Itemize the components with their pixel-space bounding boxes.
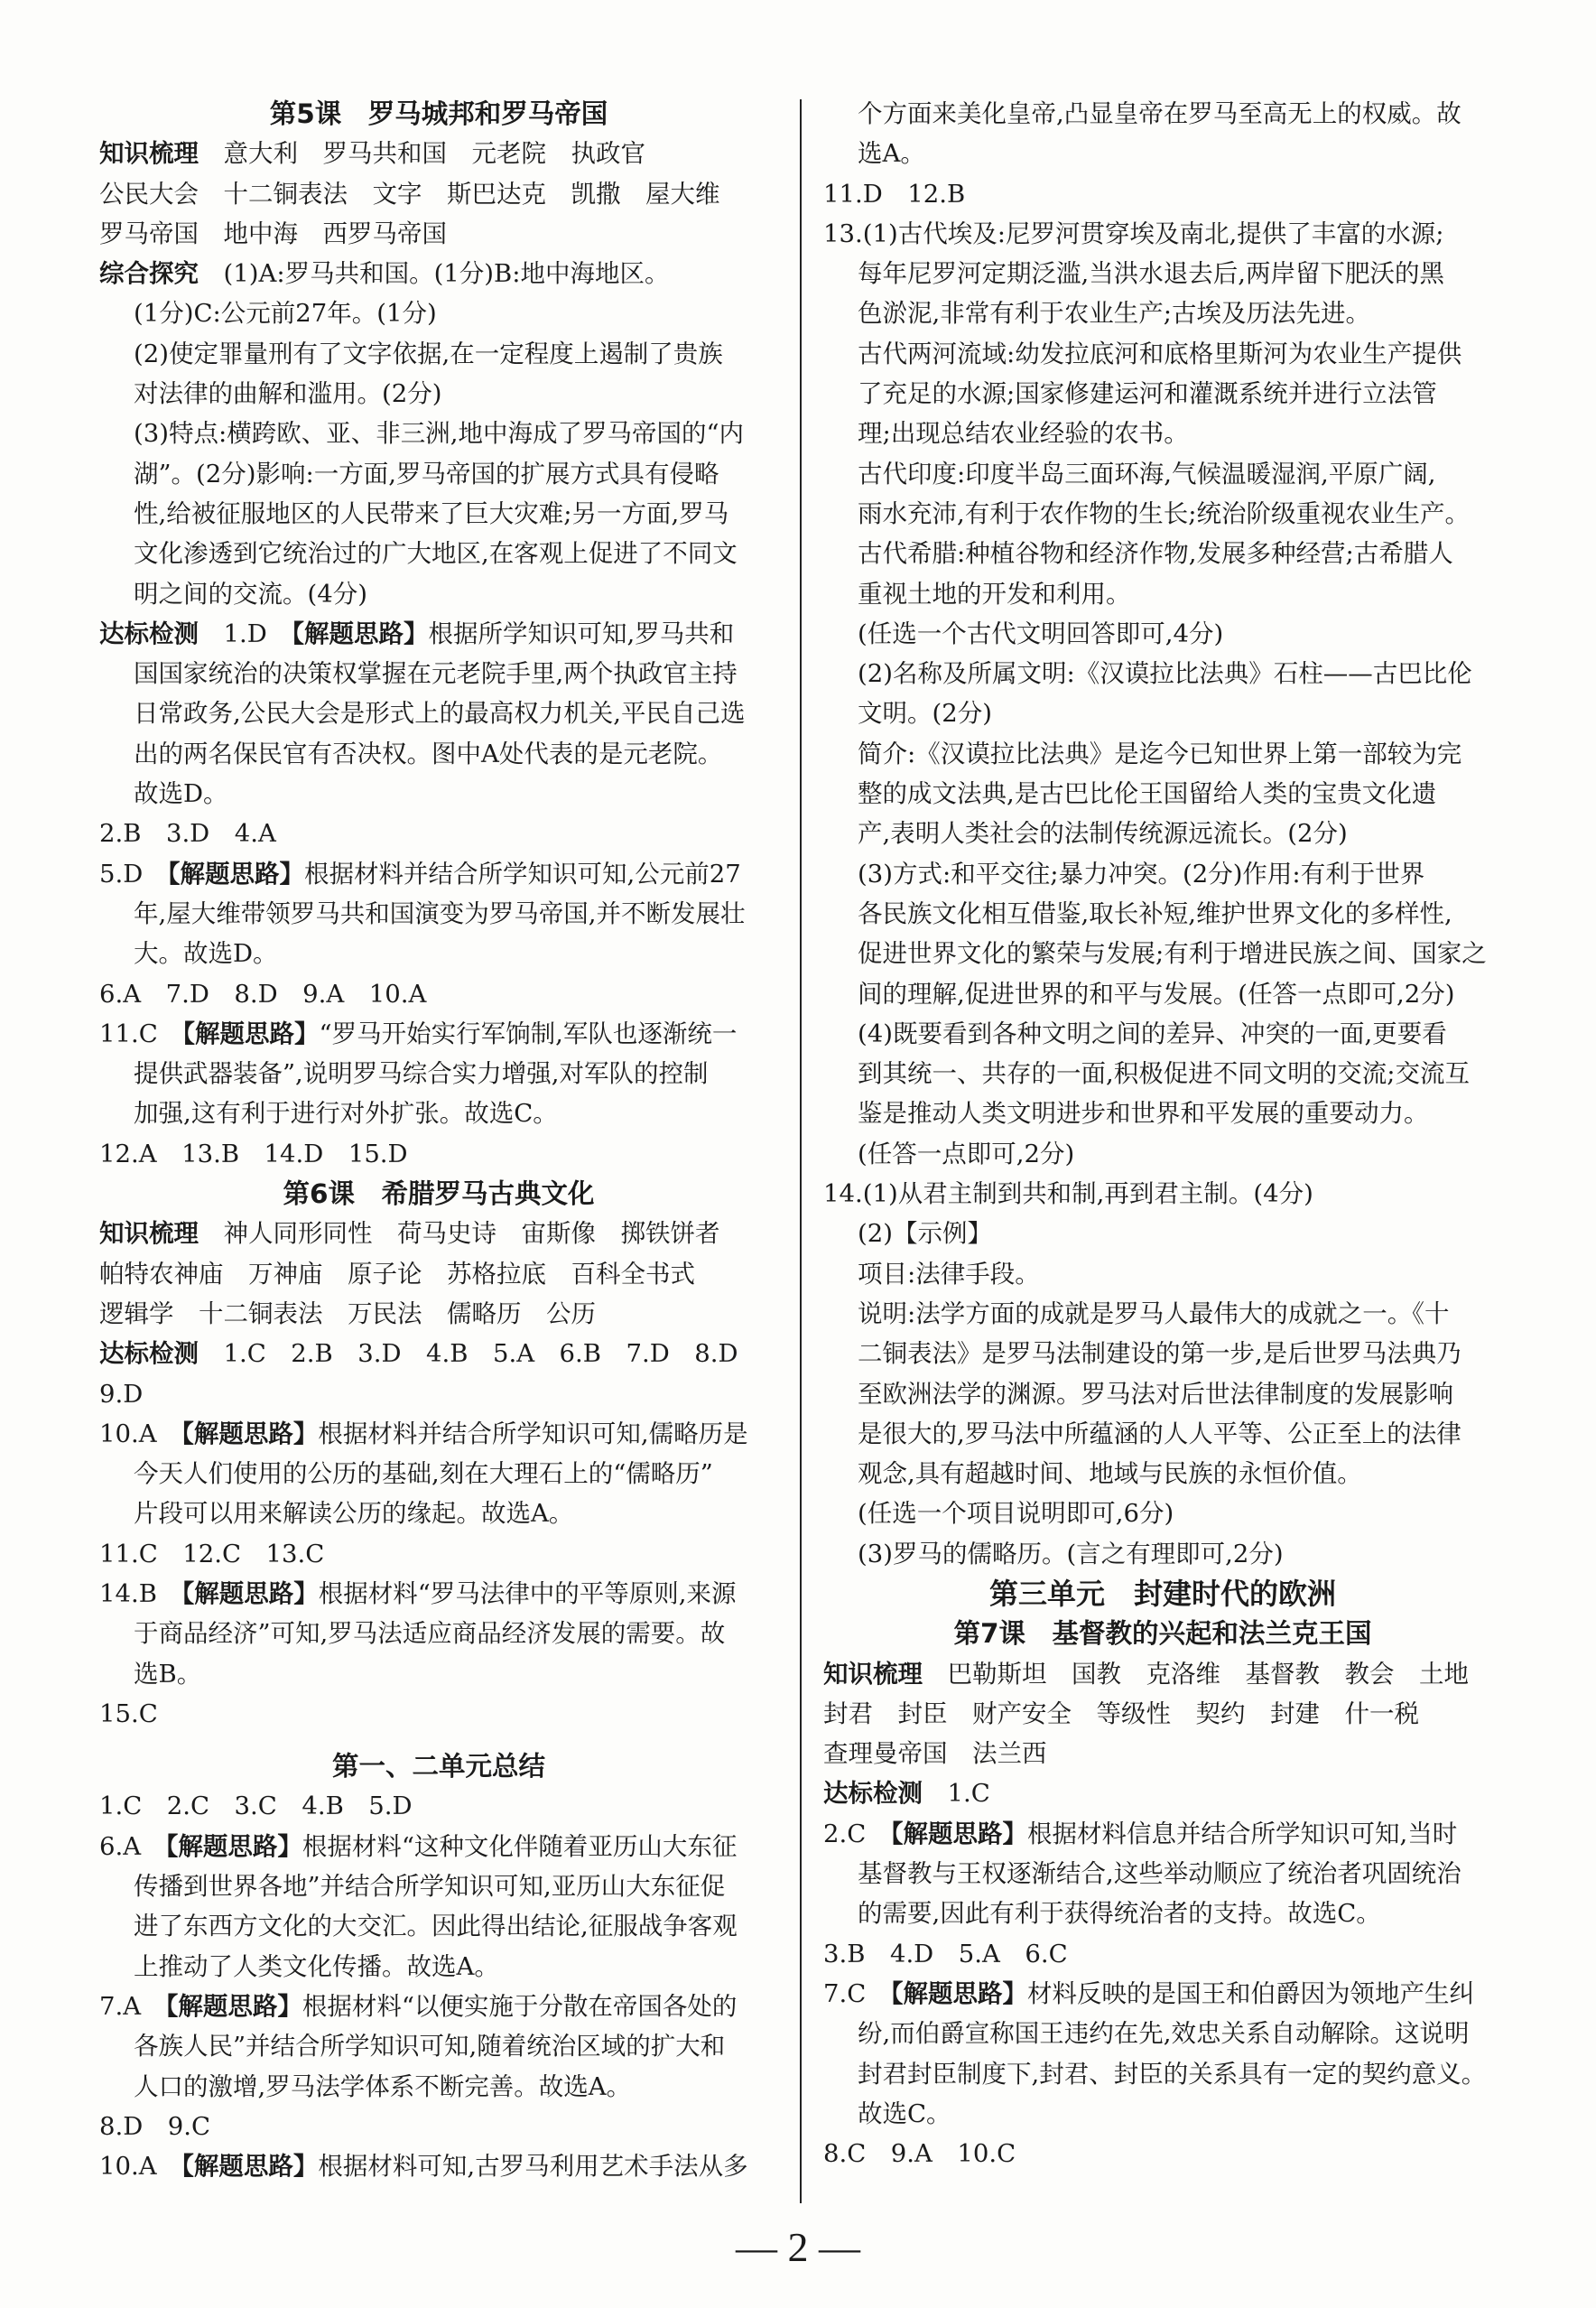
solution-tip-label: 【解题思路】	[292, 619, 429, 648]
text-line	[823, 414, 1502, 453]
text-line	[99, 1694, 778, 1734]
text-line	[99, 894, 778, 934]
text-line	[823, 1974, 1502, 2014]
text-line	[823, 1374, 1502, 1414]
text-line	[99, 2067, 778, 2107]
text-line	[99, 1947, 778, 1987]
line-text: 间的理解,促进世界的和平与发展。(任答一点即可,2分)	[858, 979, 1455, 1009]
line-text: 封君封臣制度下,封君、封臣的关系具有一定的契约意义。	[858, 2059, 1487, 2089]
line-text: 了充足的水源;国家修建运河和灌溉系统并进行立法管	[858, 379, 1437, 409]
line-text: 7.C	[823, 1978, 891, 2008]
text-line	[823, 2014, 1502, 2053]
line-text: 于商品经济”可知,罗马法适应商品经济发展的需要。故	[134, 1619, 726, 1649]
line-text: 基督教与王权逐渐结合,这些举动顺应了统治者巩固统治	[858, 1859, 1461, 1889]
text-line	[823, 454, 1502, 494]
line-text: 传播到世界各地”并结合所学知识可知,亚历山大东征促	[134, 1872, 726, 1902]
line-text: 的需要,因此有利于获得统治者的支持。故选C。	[858, 1899, 1381, 1929]
spacer	[99, 1734, 778, 1746]
lesson-heading: 第5课 罗马城邦和罗马帝国	[269, 98, 608, 129]
line-text: 雨水充沛,有利于农作物的生长;统治阶级重视农业生产。	[858, 498, 1471, 528]
line-text: 古代两河流域:幼发拉底河和底格里斯河为农业生产提供	[858, 339, 1462, 368]
line-text: 人口的激增,罗马法学体系不断完善。故选A。	[134, 2071, 632, 2101]
text-line	[99, 1334, 778, 1373]
text-line	[99, 1906, 778, 1946]
text-line	[823, 374, 1502, 414]
solution-text: 根据材料“这种文化伴随着亚历山大东征	[302, 1831, 738, 1861]
solution-text: 根据材料“以便实施于分散在帝国各处的	[302, 1991, 738, 2021]
line-text: (3)方式:和平交往;暴力冲突。(2分)作用:有利于世界	[858, 859, 1425, 889]
section-label: 知识梳理	[99, 1219, 199, 1249]
line-text: 湖”。(2分)影响:一方面,罗马帝国的扩展方式具有侵略	[134, 459, 719, 489]
line-text: 文明。(2分)	[858, 699, 992, 729]
line-text: 神人同形同性 荷马史诗 宙斯像 掷铁饼者	[199, 1219, 720, 1249]
text-line	[99, 134, 778, 173]
text-line	[99, 814, 778, 853]
line-text: 促进世界文化的繁荣与发展;有利于增进民族之间、国家之	[858, 939, 1487, 969]
line-text: 到其统一、共存的一面,积极促进不同文明的交流;交流互	[858, 1059, 1471, 1089]
page-number: — 2 —	[736, 2224, 860, 2270]
text-line	[823, 654, 1502, 693]
solution-tip-label: 【解题思路】	[165, 1991, 302, 2021]
text-line	[99, 1534, 778, 1574]
text-line	[823, 1294, 1502, 1334]
text-line	[99, 1374, 778, 1414]
line-text: 产,表明人类社会的法制传统源远流长。(2分)	[858, 819, 1348, 849]
text-line	[99, 454, 778, 494]
text-line	[823, 214, 1502, 254]
line-text: 大。故选D。	[134, 939, 278, 969]
line-text: 个方面来美化皇帝,凸显皇帝在罗马至高无上的权威。故	[858, 99, 1461, 128]
line-text: 选B。	[134, 1659, 202, 1689]
text-line	[99, 614, 778, 654]
text-line	[99, 174, 778, 214]
line-text: 巴勒斯坦 国教 克洛维 基督教 教会 土地	[923, 1659, 1469, 1689]
line-text: 各族人民”并结合所学知识可知,随着统治区域的扩大和	[134, 2032, 726, 2061]
text-line	[823, 1854, 1502, 1894]
text-line	[99, 1254, 778, 1294]
text-line	[99, 494, 778, 534]
line-text: 13.(1)古代埃及:尼罗河贯穿埃及南北,提供了丰富的水源;	[823, 219, 1444, 248]
solution-text: 根据所学知识可知,罗马共和	[428, 619, 735, 648]
solution-tip-label: 【解题思路】	[890, 1978, 1028, 2008]
line-text: 简介:《汉谟拉比法典》是迄今已知世界上第一部较为完	[858, 739, 1462, 768]
text-line	[823, 1934, 1502, 1974]
line-text: 10.A	[99, 1419, 182, 1448]
line-text: 11.C	[99, 1019, 183, 1048]
line-text: 鉴是推动人类文明进步和世界和平发展的重要动力。	[858, 1099, 1429, 1129]
text-line	[823, 1534, 1502, 1574]
line-text: 3.B 4.D 5.A 6.C	[823, 1939, 1068, 1968]
solution-text: 根据材料并结合所学知识可知,公元前27	[304, 859, 741, 889]
line-text: 明之间的交流。(4分)	[134, 579, 367, 609]
lesson-heading: 第7课 基督教的兴起和法兰克王国	[953, 1618, 1372, 1650]
line-text: (任选一个古代文明回答即可,4分)	[858, 619, 1224, 648]
text-line	[823, 1694, 1502, 1734]
line-text: 提供武器装备”,说明罗马综合实力增强,对军队的控制	[134, 1059, 709, 1089]
text-line	[99, 1214, 778, 1253]
line-text: 国国家统治的决策权掌握在元老院手里,两个执政官主持	[134, 659, 738, 689]
line-text: 重视土地的开发和利用。	[858, 579, 1131, 609]
line-text: 8.D 9.C	[99, 2111, 211, 2141]
line-text: 7.A	[99, 1991, 166, 2021]
line-text: 每年尼罗河定期泛滥,当洪水退去后,两岸留下肥沃的黑	[858, 259, 1444, 289]
line-text: (1分)C:公元前27年。(1分)	[134, 299, 437, 329]
text-line	[99, 774, 778, 814]
line-text: 2.C	[823, 1819, 891, 1848]
line-text: 封君 封臣 财产安全 等级性 契约 封建 什一税	[823, 1698, 1419, 1728]
line-text: 进了东西方文化的大交汇。因此得出结论,征服战争客观	[134, 1912, 738, 1941]
solution-tip-label: 【解题思路】	[890, 1819, 1028, 1848]
text-line	[823, 1494, 1502, 1533]
text-line	[99, 254, 778, 293]
solution-text: 根据材料信息并结合所学知识可知,当时	[1027, 1819, 1458, 1848]
text-line	[99, 1134, 778, 1174]
line-text: 1.C 2.C 3.C 4.B 5.D	[99, 1791, 413, 1821]
right-column	[823, 94, 1502, 2173]
text-line	[823, 534, 1502, 573]
line-text: (1)A:罗马共和国。(1分)B:地中海地区。	[199, 259, 670, 289]
line-text: 至欧洲法学的渊源。罗马法对后世法律制度的发展影响	[858, 1379, 1453, 1409]
line-text: 意大利 罗马共和国 元老院 执政官	[199, 139, 645, 169]
text-line	[823, 1454, 1502, 1494]
text-line	[823, 1814, 1502, 1854]
line-text: 查理曼帝国 法兰西	[823, 1739, 1047, 1769]
text-line	[823, 854, 1502, 894]
text-line	[99, 1414, 778, 1454]
solution-tip-label: 【解题思路】	[182, 1019, 320, 1048]
line-text: (任答一点即可,2分)	[858, 1139, 1075, 1168]
solution-tip-label: 【解题思路】	[165, 1831, 302, 1861]
text-line	[823, 2134, 1502, 2173]
section-label: 知识梳理	[99, 139, 199, 169]
text-line	[99, 1574, 778, 1614]
line-text: 14.(1)从君主制到共和制,再到君主制。(4分)	[823, 1179, 1313, 1209]
line-text: 说明:法学方面的成就是罗马人最伟大的成就之一。《十	[858, 1298, 1450, 1328]
lesson-heading: 第6课 希腊罗马古典文化	[283, 1178, 595, 1210]
solution-tip-label: 【解题思路】	[167, 859, 305, 889]
line-text: 10.A	[99, 2152, 182, 2182]
text-line	[99, 214, 778, 254]
line-text: 逻辑学 十二铜表法 万民法 儒略历 公历	[99, 1298, 596, 1328]
line-text: 14.B	[99, 1578, 182, 1608]
text-line	[99, 1614, 778, 1653]
line-text: (2)【示例】	[858, 1219, 992, 1249]
line-text: 故选D。	[134, 779, 228, 809]
text-line	[99, 334, 778, 374]
left-column	[99, 94, 778, 2186]
text-line	[823, 254, 1502, 293]
line-text: 1.D	[199, 619, 292, 648]
lesson-heading: 第一、二单元总结	[331, 1751, 545, 1782]
text-line	[99, 534, 778, 573]
line-text: (3)特点:横跨欧、亚、非三洲,地中海成了罗马帝国的“内	[134, 419, 745, 449]
text-line	[823, 1094, 1502, 1133]
text-line	[99, 1014, 778, 1054]
text-line	[99, 1866, 778, 1906]
text-line	[823, 1014, 1502, 1054]
text-line	[99, 374, 778, 414]
line-text: 公民大会 十二铜表法 文字 斯巴达克 凯撒 屋大维	[99, 179, 720, 209]
text-line	[99, 734, 778, 774]
line-text: 罗马帝国 地中海 西罗马帝国	[99, 219, 447, 248]
line-text: 加强,这有利于进行对外扩张。故选C。	[134, 1099, 558, 1129]
unit-heading: 第三单元 封建时代的欧洲	[988, 1576, 1336, 1611]
section-label: 达标检测	[823, 1779, 923, 1809]
line-text: 出的两名保民官有否决权。图中A处代表的是元老院。	[134, 739, 723, 768]
text-line	[99, 654, 778, 693]
solution-tip-label: 【解题思路】	[181, 1419, 319, 1448]
text-line	[99, 293, 778, 333]
line-text: 色淤泥,非常有利于农业生产;古埃及历法先进。	[858, 299, 1371, 329]
line-text: 选A。	[858, 139, 925, 169]
solution-text: 根据材料“罗马法律中的平等原则,来源	[318, 1578, 737, 1608]
text-line	[823, 1214, 1502, 1253]
text-line	[823, 814, 1502, 853]
line-text: (2)使定罪量刑有了文字依据,在一定程度上遏制了贵族	[134, 339, 723, 368]
line-text: 8.C 9.A 10.C	[823, 2139, 1016, 2169]
text-line	[823, 1134, 1502, 1174]
text-line	[99, 574, 778, 614]
text-line	[823, 1773, 1502, 1813]
text-line	[823, 734, 1502, 774]
line-text: 1.C 2.B 3.D 4.B 5.A 6.B 7.D 8.D	[199, 1339, 738, 1369]
text-line	[823, 134, 1502, 173]
line-text: 1.C	[923, 1779, 990, 1809]
section-label: 综合探究	[99, 259, 199, 289]
text-line	[823, 934, 1502, 973]
text-line	[99, 2026, 778, 2066]
text-line	[823, 174, 1502, 214]
line-text: 整的成文法典,是古巴比伦王国留给人类的宝贵文化遗	[858, 779, 1437, 809]
solution-text: “罗马开始实行军饷制,军队也逐渐统一	[319, 1019, 738, 1048]
line-text: 6.A	[99, 1831, 166, 1861]
text-line	[823, 334, 1502, 374]
line-text: 11.C 12.C 13.C	[99, 1539, 325, 1568]
line-text: 古代希腊:种植谷物和经济作物,发展多种经营;古希腊人	[858, 539, 1453, 569]
text-line	[823, 1054, 1502, 1094]
line-text: 项目:法律手段。	[858, 1259, 1040, 1289]
text-line	[99, 1786, 778, 1826]
line-text: 各民族文化相互借鉴,取长补短,维护世界文化的多样性,	[858, 898, 1452, 928]
text-line	[99, 1494, 778, 1533]
text-line	[99, 974, 778, 1014]
text-line	[823, 774, 1502, 814]
solution-tip-label: 【解题思路】	[181, 1578, 319, 1608]
text-line	[99, 1294, 778, 1334]
line-text: 年,屋大维带领罗马共和国演变为罗马帝国,并不断发展壮	[134, 898, 746, 928]
text-line	[99, 1827, 778, 1866]
text-line	[823, 974, 1502, 1014]
section-label: 达标检测	[99, 619, 199, 648]
line-text: 上推动了人类文化传播。故选A。	[134, 1951, 499, 1981]
line-text: (任选一个项目说明即可,6分)	[858, 1499, 1174, 1529]
column-divider	[800, 99, 802, 2203]
line-text: 日常政务,公民大会是形式上的最高权力机关,平民自己选	[134, 699, 746, 729]
line-text: 纷,而伯爵宣称国王违约在先,效忠关系自动解除。这说明	[858, 2019, 1470, 2049]
text-line	[823, 94, 1502, 134]
text-line	[99, 854, 778, 894]
line-text: 12.A 13.B 14.D 15.D	[99, 1139, 408, 1168]
text-line	[99, 693, 778, 733]
text-line	[823, 1734, 1502, 1773]
text-line	[823, 693, 1502, 733]
section-label: 达标检测	[99, 1339, 199, 1369]
text-line	[823, 1894, 1502, 1933]
text-line	[823, 293, 1502, 333]
line-text: (3)罗马的儒略历。(言之有理即可,2分)	[858, 1539, 1284, 1568]
text-line	[99, 1054, 778, 1094]
text-line	[823, 894, 1502, 934]
solution-tip-label: 【解题思路】	[181, 2152, 319, 2182]
text-line	[99, 1454, 778, 1494]
text-line	[823, 2054, 1502, 2094]
line-text: 是很大的,罗马法中所蕴涵的人人平等、公正至上的法律	[858, 1419, 1461, 1448]
section-label: 知识梳理	[823, 1659, 923, 1689]
line-text: 观念,具有超越时间、地域与民族的永恒价值。	[858, 1459, 1362, 1489]
line-text: 15.C	[99, 1698, 158, 1728]
solution-text: 材料反映的是国王和伯爵因为领地产生纠	[1027, 1978, 1475, 2008]
text-line	[823, 1334, 1502, 1373]
line-text: 理;出现总结农业经验的农书。	[858, 419, 1189, 449]
line-text: 性,给被征服地区的人民带来了巨大灾难;另一方面,罗马	[134, 498, 729, 528]
line-text: 片段可以用来解读公历的缘起。故选A。	[134, 1499, 574, 1529]
line-text: 文化渗透到它统治过的广大地区,在客观上促进了不同文	[134, 539, 738, 569]
text-line	[99, 934, 778, 973]
line-text: 6.A 7.D 8.D 9.A 10.A	[99, 979, 427, 1009]
text-line	[823, 494, 1502, 534]
text-line	[99, 2107, 778, 2146]
line-text: 9.D	[99, 1379, 144, 1409]
line-text: 5.D	[99, 859, 168, 889]
line-text: 11.D 12.B	[823, 179, 966, 209]
line-text: 故选C。	[858, 2099, 951, 2128]
text-line	[823, 1414, 1502, 1454]
line-text: 二铜表法》是罗马法制建设的第一步,是后世罗马法典乃	[858, 1339, 1461, 1369]
line-text: 帕特农神庙 万神庙 原子论 苏格拉底 百科全书式	[99, 1259, 695, 1289]
solution-text: 根据材料并结合所学知识可知,儒略历是	[318, 1419, 748, 1448]
text-line	[99, 414, 778, 453]
text-line	[99, 1654, 778, 1694]
line-text: 对法律的曲解和滥用。(2分)	[134, 379, 442, 409]
text-line	[823, 574, 1502, 614]
line-text: (2)名称及所属文明:《汉谟拉比法典》石柱——古巴比伦	[858, 659, 1472, 689]
text-line	[99, 1094, 778, 1133]
text-line	[823, 1654, 1502, 1694]
line-text: 2.B 3.D 4.A	[99, 819, 276, 849]
text-line	[99, 2146, 778, 2186]
solution-text: 根据材料可知,古罗马利用艺术手法从多	[318, 2152, 748, 2182]
line-text: 古代印度:印度半岛三面环海,气候温暖湿润,平原广阔,	[858, 459, 1436, 489]
line-text: (4)既要看到各种文明之间的差异、冲突的一面,更要看	[858, 1019, 1447, 1048]
text-line	[823, 1254, 1502, 1294]
text-line	[823, 2094, 1502, 2134]
text-line	[823, 614, 1502, 654]
text-line	[99, 1987, 778, 2026]
line-text: 今天人们使用的公历的基础,刻在大理石上的“儒略历”	[134, 1459, 713, 1489]
text-line	[823, 1174, 1502, 1214]
